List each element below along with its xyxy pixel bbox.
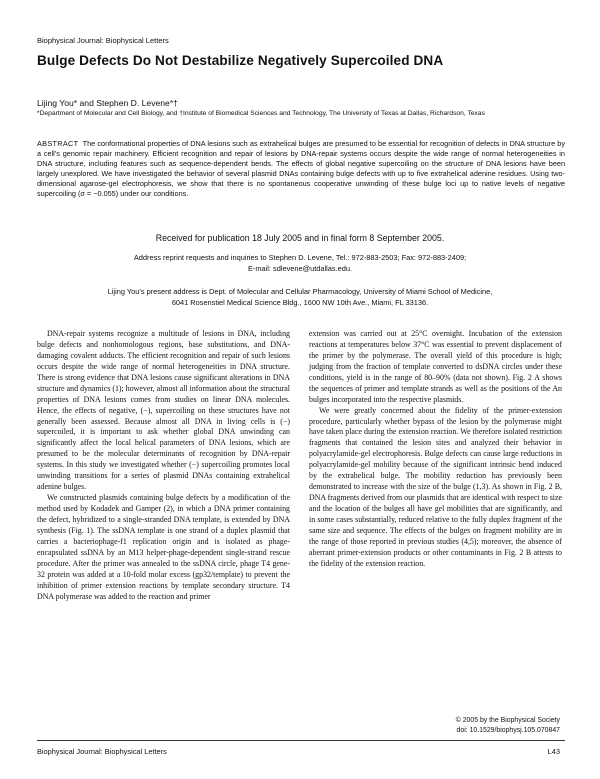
reprint-line-1: Address reprint requests and inquiries to Stephen D. Levene, Tel.: 972-883-2503; Fax: 972-883-2409; [133, 253, 467, 262]
footer-journal: Biophysical Journal: Biophysical Letters [37, 747, 167, 756]
copyright-notice: © 2005 by the Biophysical Society [455, 717, 560, 724]
footer-divider [37, 740, 565, 741]
abstract [37, 139, 565, 200]
abstract-label: ABSTRACT [37, 139, 79, 148]
page-number: L43 [547, 747, 560, 756]
body-paragraph: We were greatly concerned about the fidelity of the primer-extension procedure, particularly whether bypass of the lesion by the polymerase might have taken place during the extension reaction. We therefore isolated restriction fragments that contained the lesion sites and analyzed their behavior in polyacrylamide-gel electrophoresis. Bulge defects can cause large reductions in polyacrylamide-gel mobility because of the significant intrinsic bend induced by the extrahelical bulge. The mobility reduction has previously been demonstrated to increase with the size of the bulge (1,3). As shown in Fig. 2 B, DNA fragments derived from our plasmids that are identical with respect to size and the location of the bulges all have gel mobilities that are significantly, and in some cases substantially, reduced relative to the fully duplex fragment of the same size and sequence. The effects of the bulges on fragment mobility are in the range of those reported in previous studies (4,5); moreover, the absence of aberrant primer-extension products or other contaminants in Fig. 2 B attests to the fidelity of the extension reaction. [309, 405, 562, 568]
body-column-left [37, 329, 290, 602]
body-paragraph: DNA-repair systems recognize a multitude of lesions in DNA, including bulge defects and nonhomologous regions, base substitutions, and DNA-damaging covalent adducts. The efficient recognition and repair of such lesions occurs despite the wide range of normal heterogeneities in DNA structure. There is strong evidence that DNA lesions cause significant alterations in DNA structure and dynamics (1); however, almost all information about the structural properties of DNA lesions comes from studies on linear DNA molecules. Hence, the effects of negative, (−), supercoiling on these structures have not generally been assessed. Because almost all DNA in living cells is (−) supercoiled, it is important to ask whether global DNA unwinding can significantly affect the local helical parameters of DNA lesions, which are presumed to be the molecular determinants of recognition by DNA-repair systems. In this study we investigated whether (−) supercoiling promotes local unwinding transitions for a series of plasmid DNAs containing extrahelical adenine bulges. [37, 329, 290, 492]
article-title: Bulge Defects Do Not Destabilize Negatively Supercoiled DNA [37, 53, 444, 68]
copyright-block [330, 716, 560, 736]
reprint-info [0, 252, 600, 274]
affiliation: *Department of Molecular and Cell Biology, and †Institute of Biomedical Sciences and Technology, The University of Texas at Dallas, Richardson, Texas [37, 110, 485, 117]
body-column-right [309, 329, 562, 570]
abstract-text: The conformational properties of DNA lesions such as extrahelical bulges are presumed to be essential for recognition of defects in DNA structure by a cell’s genomic repair machinery. Efficient recognition and repair of lesions by DNA-repair systems occurs despite the wide range of normal heterogeneities in DNA structure, including features such as sequence-dependent bends. The effects of global negative supercoiling on the structure of DNA lesions have been largely unexplored. We have investigated the behavior of several plasmid DNAs containing bulge defects with up to five extrahelical adenine residues. Using two-dimensional agarose-gel electrophoresis, we show that there is no spontaneous cooperative unwinding of these bulge loci up to native levels of negative supercoiling (σ = −0.055) under our conditions. [37, 139, 565, 199]
doi: doi: 10.1529/biophysj.105.070847 [456, 727, 560, 734]
journal-header: Biophysical Journal: Biophysical Letters [37, 36, 169, 45]
body-paragraph: We constructed plasmids containing bulge defects by a modification of the method used by Kodadek and Gamper (2), in which a DNA primer containing the defect, hybridized to a single-stranded DNA template, is extended by DNA synthesis (Fig. 1). The ssDNA template is one strand of a duplex plasmid that carries a bacteriophage-f1 replication origin and is isolated as phage-encapsulated ssDNA by an M13 helper-phage-dependent single-strand rescue procedure. After the primer was annealed to the ssDNA circle, phage T4 gene-32 protein was added at a 10-fold molar excess (gp32/template) to prevent the inhibition of primer extension reactions by template secondary structure. T4 DNA polymerase was added to the reaction and primer [37, 493, 290, 601]
present-address-line-2: 6041 Rosenstiel Medical Science Bldg., 1600 NW 10th Ave., Miami, FL 33136. [171, 298, 429, 307]
present-address-line-1: Lijing You’s present address is Dept. of Molecular and Cellular Pharmacology, University of Miami School of Medicine, [107, 287, 493, 296]
authors: Lijing You* and Stephen D. Levene*† [37, 98, 178, 108]
received-dates: Received for publication 18 July 2005 and in final form 8 September 2005. [155, 233, 445, 243]
reprint-email: E-mail: sdlevene@utdallas.edu. [247, 264, 353, 273]
body-paragraph: extension was carried out at 25°C overnight. Incubation of the extension reactions at temperatures below 37°C was essential to prevent displacement of the primer by the polymerase. The overall yield of this procedure is high; judging from the fraction of template converted to dsDNA circles under these conditions, yield is in the range of 80–90% (data not shown). Fig. 2 A shows the sequences of primer and template strands as well as the positions of the An bulges incorporated into the respective plasmids. [309, 329, 562, 404]
present-address [0, 286, 600, 308]
